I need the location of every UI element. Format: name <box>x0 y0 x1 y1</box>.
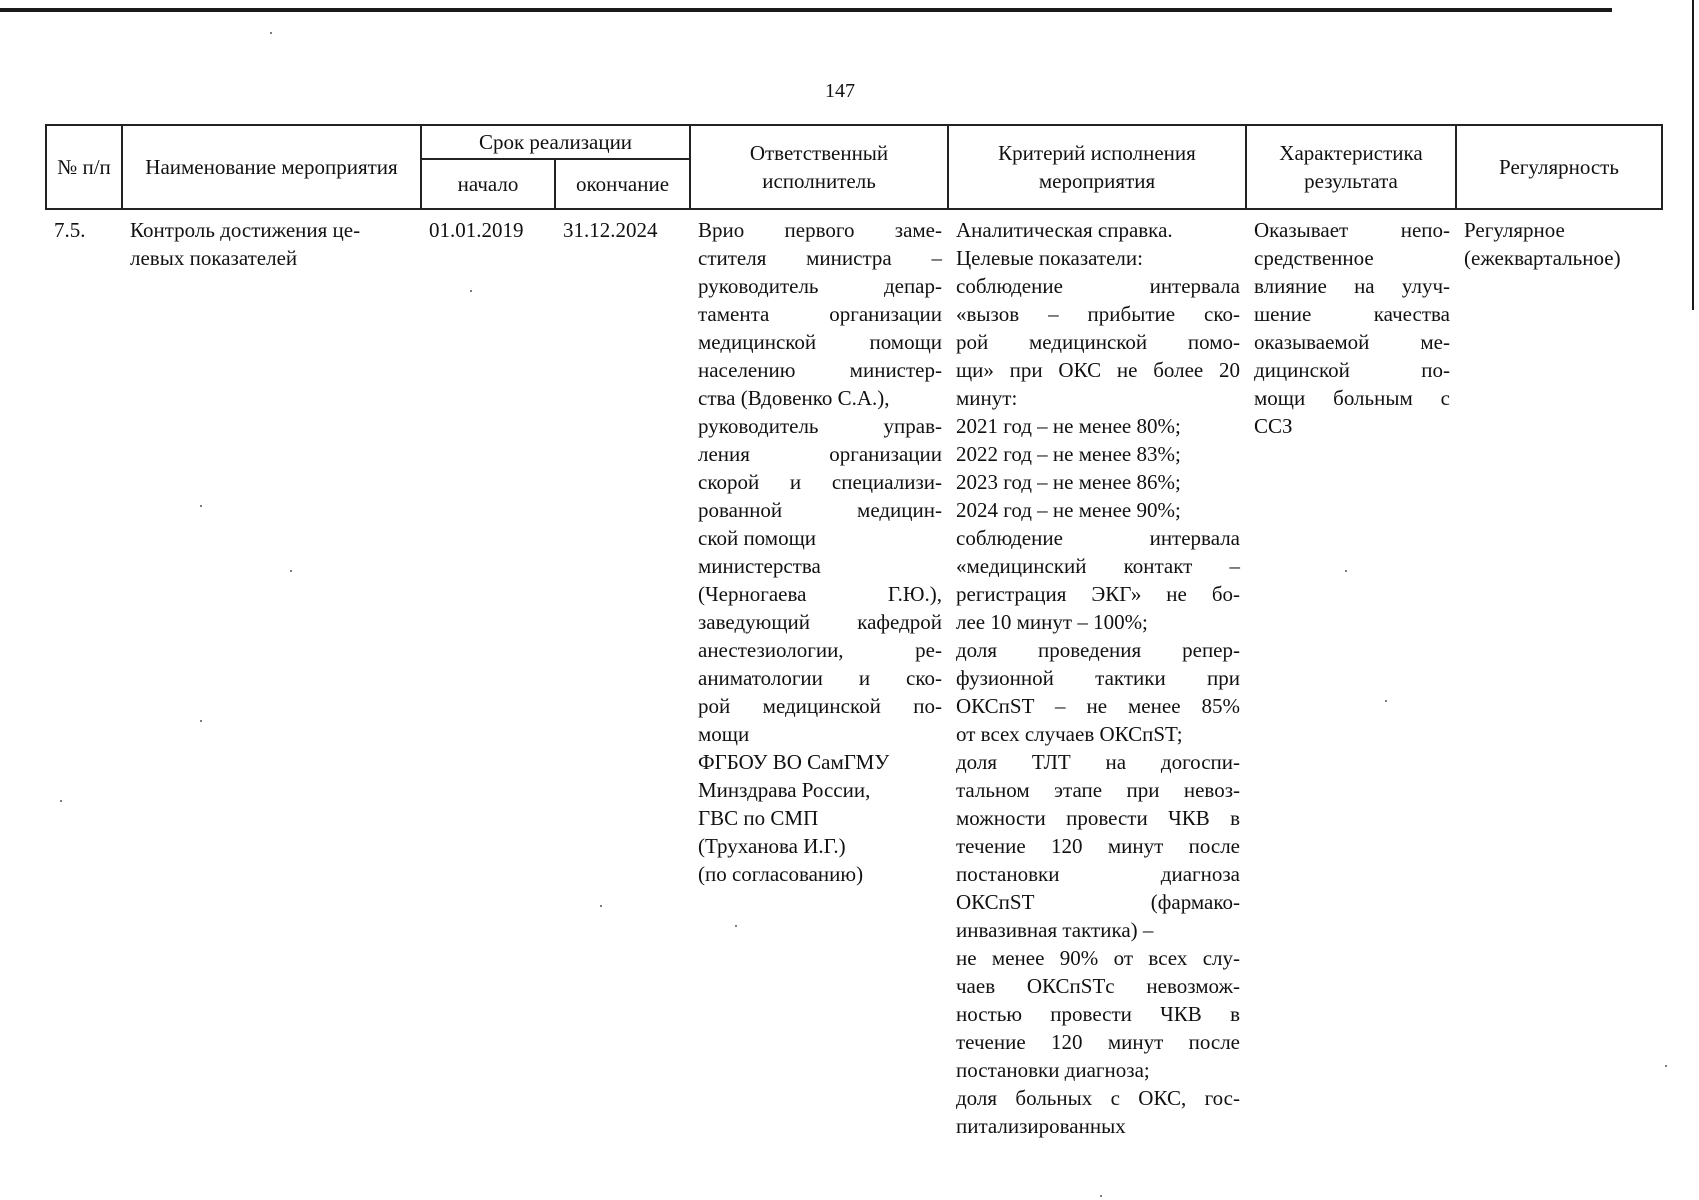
row-name-line: левых показателей <box>130 246 298 270</box>
criterion-line: течение 120 минут после <box>956 834 1240 858</box>
row-name <box>122 209 421 1140</box>
row-name-line: Контроль достижения це- <box>130 218 361 242</box>
criterion-line: 2021 год – не менее 80%; <box>956 414 1181 438</box>
scan-speck <box>735 925 737 927</box>
header-characteristic: Характеристика результата <box>1246 125 1456 209</box>
header-start: начало <box>421 159 555 209</box>
criterion-line: постановки диагноза; <box>956 1058 1150 1082</box>
criterion-line: тальном этапе при невоз- <box>956 778 1240 802</box>
criterion-line: ностью провести ЧКВ в <box>956 1002 1240 1026</box>
criterion-line: можности провести ЧКВ в <box>956 806 1240 830</box>
header-name: Наименование мероприятия <box>122 125 421 209</box>
criterion-line: соблюдение интервала <box>956 526 1240 550</box>
responsible-line: Врио первого заме- <box>698 218 942 242</box>
criterion-line: 2023 год – не менее 86%; <box>956 470 1181 494</box>
scan-speck <box>470 290 472 292</box>
measures-table <box>45 124 1663 1140</box>
header-regularity: Регулярность <box>1456 125 1662 209</box>
criterion-line: «вызов – прибытие ско- <box>956 302 1240 326</box>
characteristic-line: оказываемой ме- <box>1254 330 1450 354</box>
scan-speck <box>290 570 292 572</box>
scan-speck <box>600 905 602 907</box>
criterion-line: не менее 90% от всех слу- <box>956 946 1240 970</box>
criterion-line: инвазивная тактика) – <box>956 918 1154 942</box>
responsible-line: Минздрава России, <box>698 778 871 802</box>
responsible-line: руководитель депар- <box>698 274 942 298</box>
responsible-line: мощи <box>698 722 750 746</box>
criterion-line: чаев ОКСпSTс невозмож- <box>956 974 1240 998</box>
responsible-line: ГВС по СМП <box>698 806 819 830</box>
criterion-line: доля ТЛТ на догоспи- <box>956 750 1240 774</box>
responsible-line: населению министер- <box>698 358 942 382</box>
regularity-line: (ежеквартальное) <box>1464 246 1621 270</box>
responsible-line: анестезиологии, ре- <box>698 638 942 662</box>
responsible-line: ской помощи <box>698 526 816 550</box>
criterion-line: регистрация ЭКГ» не бо- <box>956 582 1240 606</box>
responsible-line: (Труханова И.Г.) <box>698 834 846 858</box>
row-start: 01.01.2019 <box>429 218 524 242</box>
criterion-line: доля проведения репер- <box>956 638 1240 662</box>
row-regularity <box>1456 209 1662 1140</box>
row-responsible <box>690 209 948 1140</box>
table-row <box>46 209 1662 1140</box>
criterion-line: течение 120 минут после <box>956 1030 1240 1054</box>
characteristic-line: дицинской по- <box>1254 358 1450 382</box>
criterion-line: питализированных <box>956 1114 1126 1138</box>
row-num: 7.5. <box>54 218 86 242</box>
responsible-line: медицинской помощи <box>698 330 942 354</box>
criterion-line: ОКСпST (фармако- <box>956 890 1240 914</box>
header-responsible: Ответственный исполнитель <box>690 125 948 209</box>
top-rule <box>0 8 1612 12</box>
row-characteristic <box>1246 209 1456 1140</box>
criterion-line: Аналитическая справка. <box>956 218 1173 242</box>
header-period: Срок реализации <box>421 125 690 159</box>
responsible-line: стителя министра – <box>698 246 942 270</box>
characteristic-line: шение качества <box>1254 302 1450 326</box>
criterion-line: лее 10 минут – 100%; <box>956 610 1148 634</box>
scan-speck <box>200 720 202 722</box>
responsible-line: руководитель управ- <box>698 414 942 438</box>
criterion-line: от всех случаев ОКСпST; <box>956 722 1183 746</box>
scan-speck <box>60 800 62 802</box>
criterion-line: ОКСпST – не менее 85% <box>956 694 1240 718</box>
criterion-line: 2022 год – не менее 83%; <box>956 442 1181 466</box>
characteristic-line: мощи больным с <box>1254 386 1450 410</box>
characteristic-line: Оказывает непо- <box>1254 218 1450 242</box>
header-criterion: Критерий исполнения мероприятия <box>948 125 1246 209</box>
criterion-line: щи» при ОКС не более 20 <box>956 358 1240 382</box>
characteristic-line: влияние на улуч- <box>1254 274 1450 298</box>
responsible-line: аниматологии и ско- <box>698 666 942 690</box>
scan-speck <box>1345 570 1347 572</box>
responsible-line: министерства <box>698 554 821 578</box>
criterion-line: минут: <box>956 386 1018 410</box>
row-criterion <box>948 209 1246 1140</box>
scan-speck <box>1100 1195 1102 1197</box>
criterion-line: 2024 год – не менее 90%; <box>956 498 1181 522</box>
criterion-line: «медицинский контакт – <box>956 554 1240 578</box>
criterion-line: постановки диагноза <box>956 862 1240 886</box>
header-num: № п/п <box>46 125 122 209</box>
responsible-line: ления организации <box>698 442 942 466</box>
row-end: 31.12.2024 <box>563 218 658 242</box>
criterion-line: рой медицинской помо- <box>956 330 1240 354</box>
responsible-line: рованной медицин- <box>698 498 942 522</box>
responsible-line: (по согласованию) <box>698 862 864 886</box>
criterion-line: Целевые показатели: <box>956 246 1143 270</box>
scan-speck <box>1665 1065 1667 1067</box>
responsible-line: ства (Вдовенко С.А.), <box>698 386 890 410</box>
scan-speck <box>270 32 272 34</box>
responsible-line: (Черногаева Г.Ю.), <box>698 582 942 606</box>
responsible-line: рой медицинской по- <box>698 694 942 718</box>
criterion-line: соблюдение интервала <box>956 274 1240 298</box>
page-number: 147 <box>825 80 855 102</box>
responsible-line: ФГБОУ ВО СамГМУ <box>698 750 890 774</box>
scan-speck <box>1385 700 1387 702</box>
criterion-line: фузионной тактики при <box>956 666 1240 690</box>
regularity-line: Регулярное <box>1464 218 1565 242</box>
responsible-line: тамента организации <box>698 302 942 326</box>
scan-speck <box>200 505 202 507</box>
characteristic-line: средственное <box>1254 246 1374 270</box>
responsible-line: заведующий кафедрой <box>698 610 942 634</box>
right-rule <box>1692 0 1694 310</box>
responsible-line: скорой и специализи- <box>698 470 942 494</box>
criterion-line: доля больных с ОКС, гос- <box>956 1086 1240 1110</box>
header-end: окончание <box>555 159 690 209</box>
characteristic-line: ССЗ <box>1254 414 1293 438</box>
